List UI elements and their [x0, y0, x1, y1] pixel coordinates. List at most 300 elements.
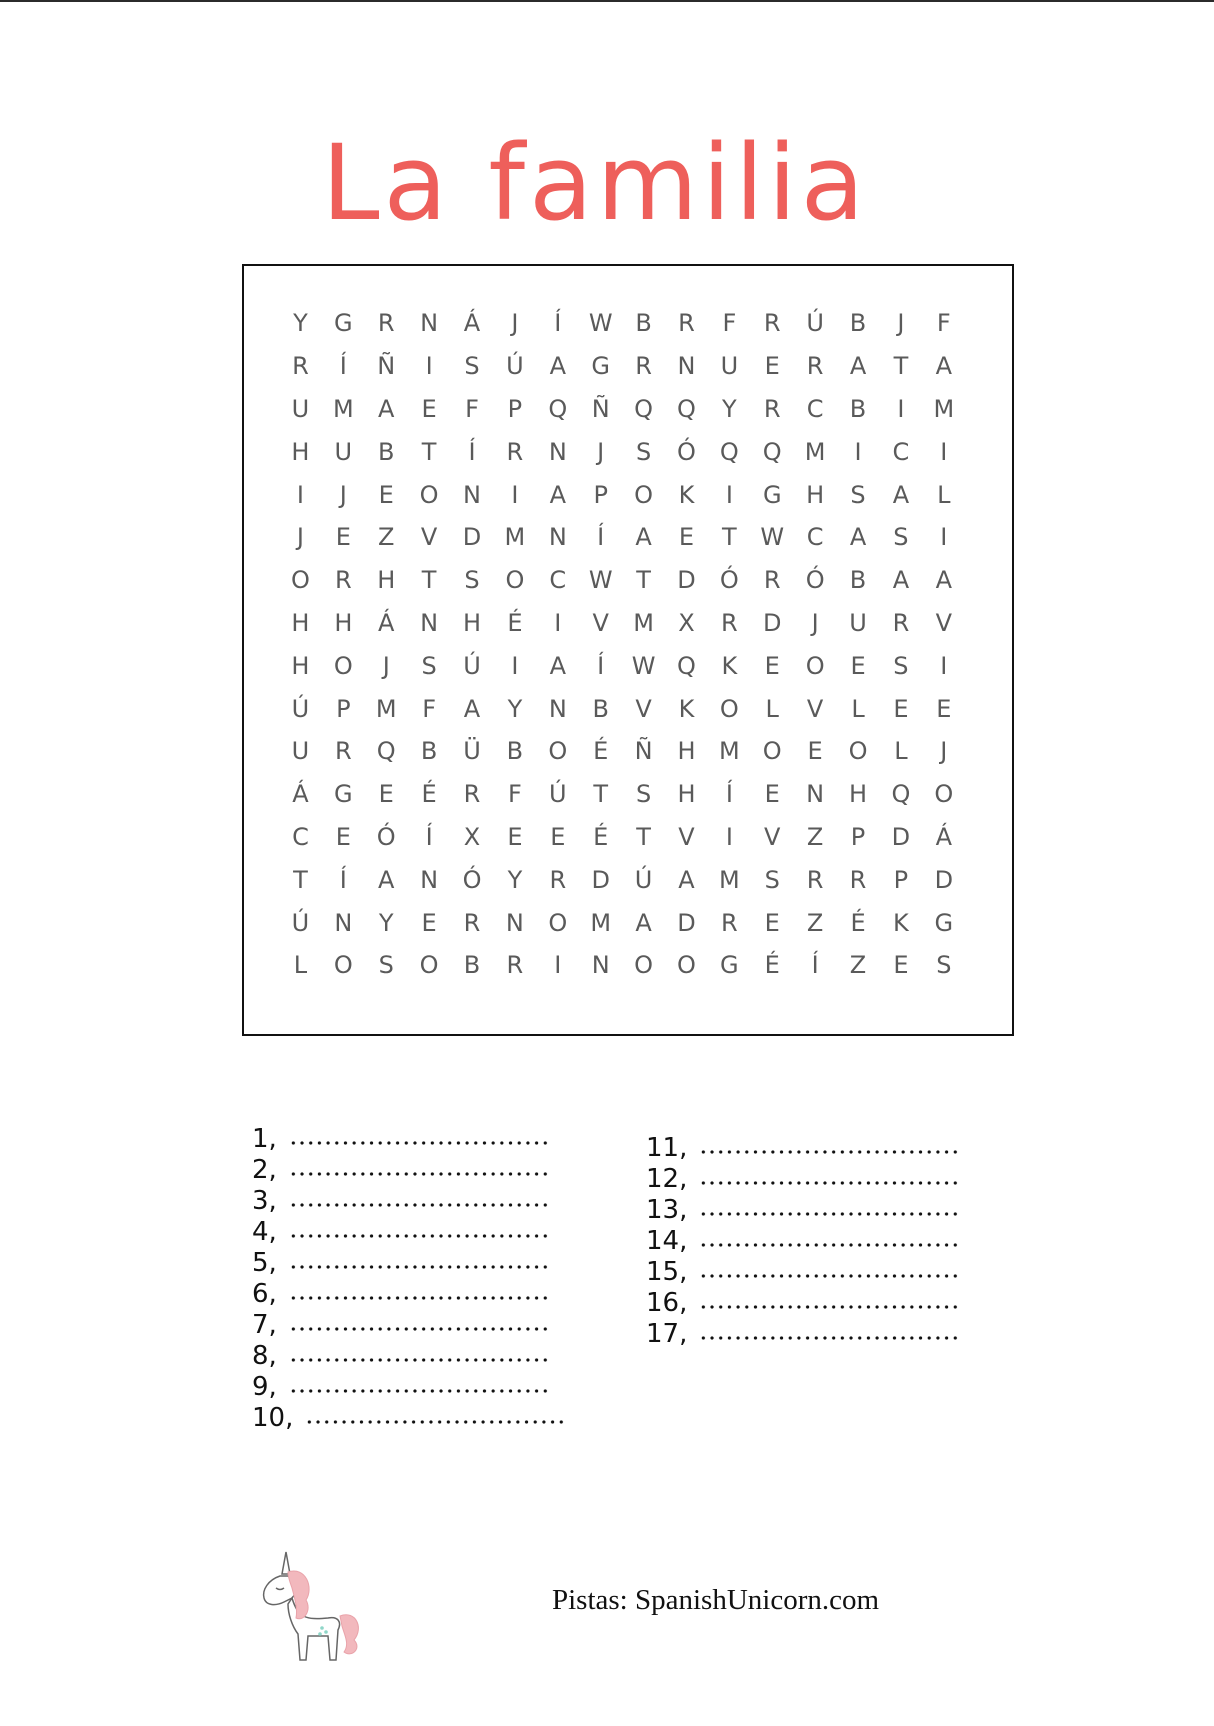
grid-cell: Í [811, 951, 819, 980]
grid-cell: H [677, 780, 696, 809]
grid-cell: J [597, 437, 605, 466]
grid-cell: Á [292, 780, 309, 809]
answer-line [646, 1257, 961, 1288]
grid-cell: V [806, 694, 824, 723]
answer-number: 4, [252, 1217, 277, 1247]
grid-cell: C [292, 822, 309, 851]
grid-cell: A [549, 651, 566, 680]
grid-cell: Q [548, 394, 568, 423]
answer-number: 7, [252, 1310, 277, 1340]
grid-cell: Q [376, 737, 396, 766]
grid-cell: N [548, 437, 567, 466]
grid-cell: D [763, 608, 782, 637]
grid-cell: D [891, 822, 911, 851]
answer-line [252, 1124, 567, 1155]
grid-cell: O [719, 694, 739, 723]
grid-cell: I [511, 480, 519, 509]
grid-cell: É [850, 908, 866, 937]
grid-cell: M [718, 737, 740, 766]
grid-cell: G [934, 908, 954, 937]
grid-cell: N [548, 523, 567, 552]
grid-cell: O [634, 951, 654, 980]
page-title: La familia [321, 121, 869, 244]
answer-number: 15, [646, 1257, 688, 1287]
grid-cell: U [291, 737, 310, 766]
answer-line [252, 1372, 567, 1403]
grid-cell: C [892, 437, 910, 466]
grid-cell: B [849, 566, 867, 595]
grid-cell: N [806, 780, 825, 809]
answer-line [646, 1133, 961, 1164]
grid-cell: D [591, 865, 610, 894]
grid-cell: Í [725, 780, 733, 809]
grid-cell: E [764, 780, 780, 809]
grid-cell: O [291, 566, 310, 595]
grid-cell: F [722, 309, 737, 338]
grid-cell: T [421, 566, 437, 595]
grid-cell: H [291, 608, 310, 637]
grid-cell: E [850, 651, 866, 680]
grid-cell: W [631, 651, 656, 680]
answer-line [252, 1310, 567, 1341]
answer-line [646, 1288, 961, 1319]
answer-line [646, 1164, 961, 1195]
grid-cell: O [677, 951, 696, 980]
grid-cell: C [806, 394, 824, 423]
grid-cell: W [588, 566, 613, 595]
grid-cell: S [936, 951, 952, 980]
grid-cell: U [849, 608, 867, 637]
grid-cell: R [506, 437, 524, 466]
answer-blank [289, 1296, 551, 1300]
grid-cell: M [804, 437, 826, 466]
grid-cell: O [505, 566, 525, 595]
grid-cell: Ñ [377, 352, 396, 381]
grid-cell: G [334, 309, 353, 338]
grid-cell: P [336, 694, 351, 723]
answer-number: 8, [252, 1341, 277, 1371]
grid-cell: O [419, 480, 439, 509]
grid-cell: O [333, 951, 353, 980]
grid-cell: R [506, 951, 524, 980]
grid-cell: É [507, 608, 523, 637]
grid-cell: J [511, 309, 519, 338]
grid-cell: É [421, 780, 437, 809]
answer-blank [289, 1172, 551, 1176]
grid-cell: U [334, 437, 353, 466]
grid-cell: N [677, 352, 696, 381]
grid-cell: D [677, 908, 696, 937]
grid-cell: L [293, 951, 308, 980]
grid-cell: B [635, 309, 652, 338]
grid-cell: E [893, 951, 909, 980]
grid-cell: S [378, 951, 394, 980]
answer-number: 1, [252, 1124, 277, 1154]
answer-blank [305, 1420, 567, 1424]
grid-cell: I [425, 352, 433, 381]
grid-cell: S [850, 480, 866, 509]
grid-cell: Á [935, 822, 953, 851]
grid-cell: I [296, 480, 304, 509]
grid-cell: E [421, 394, 437, 423]
grid-cell: Í [597, 523, 605, 552]
grid-cell: O [848, 737, 868, 766]
grid-cell: E [764, 908, 780, 937]
grid-cell: A [463, 694, 481, 723]
grid-cell: N [420, 608, 439, 637]
grid-cell: Í [597, 651, 605, 680]
grid-cell: N [463, 480, 481, 509]
grid-cell: U [291, 394, 310, 423]
grid-cell: Y [507, 865, 523, 894]
grid-cell: Z [806, 822, 824, 851]
grid-cell: N [420, 865, 439, 894]
grid-cell: K [678, 694, 695, 723]
grid-cell: L [765, 694, 779, 723]
grid-cell: V [935, 608, 953, 637]
grid-cell: P [507, 394, 523, 423]
grid-cell: U [720, 352, 739, 381]
answer-blank [699, 1274, 961, 1278]
grid-cell: M [332, 394, 354, 423]
grid-cell: B [849, 394, 867, 423]
grid-cell: J [897, 309, 905, 338]
grid-cell: A [849, 352, 867, 381]
grid-cell: I [554, 608, 562, 637]
grid-cell: H [334, 608, 353, 637]
grid-cell: V [764, 822, 781, 851]
grid-cell: Í [339, 865, 347, 894]
grid-cell: T [722, 523, 737, 552]
grid-cell: N [548, 694, 567, 723]
grid-cell: H [806, 480, 825, 509]
grid-cell: D [934, 865, 954, 894]
grid-cell: T [593, 780, 609, 809]
grid-cell: A [892, 480, 910, 509]
grid-cell: Q [891, 780, 911, 809]
grid-cell: Á [378, 608, 395, 637]
grid-cell: T [421, 437, 437, 466]
grid-cell: R [721, 608, 738, 637]
grid-cell: S [635, 780, 652, 809]
grid-cell: E [507, 822, 523, 851]
grid-cell: T [293, 865, 308, 894]
grid-cell: O [548, 908, 568, 937]
grid-cell: T [636, 566, 651, 595]
grid-cell: Q [719, 437, 739, 466]
answer-line [252, 1186, 567, 1217]
grid-cell: M [933, 394, 955, 423]
answer-blank [699, 1305, 961, 1309]
grid-cell: G [762, 480, 782, 509]
grid-cell: E [936, 694, 952, 723]
grid-cell: P [893, 865, 909, 894]
grid-cell: A [849, 523, 867, 552]
grid-cell: I [554, 951, 562, 980]
grid-cell: A [892, 566, 910, 595]
grid-cell: R [721, 908, 738, 937]
grid-cell: S [464, 566, 480, 595]
answer-number: 16, [646, 1288, 688, 1318]
grid-cell: Ú [549, 780, 567, 809]
grid-cell: H [677, 737, 696, 766]
grid-cell: E [550, 822, 566, 851]
grid-cell: S [893, 523, 909, 552]
grid-cell: F [465, 394, 479, 423]
grid-cell: G [720, 951, 739, 980]
hints-credit: Pistas: SpanishUnicorn.com [552, 1584, 880, 1616]
answer-line [252, 1248, 567, 1279]
answer-number: 5, [252, 1248, 277, 1278]
grid-cell: S [893, 651, 909, 680]
grid-cell: B [463, 951, 481, 980]
grid-cell: I [940, 437, 948, 466]
grid-cell: D [462, 523, 482, 552]
grid-cell: S [421, 651, 437, 680]
answer-line [252, 1155, 567, 1186]
grid-cell: L [937, 480, 951, 509]
answer-blank [699, 1212, 961, 1216]
grid-cell: Ó [677, 437, 696, 466]
grid-cell: E [807, 737, 823, 766]
answer-blank [699, 1181, 961, 1185]
grid-cell: A [378, 394, 395, 423]
grid-cell: E [764, 352, 780, 381]
grid-cell: B [849, 309, 867, 338]
grid-cell: L [894, 737, 908, 766]
grid-cell: Ú [291, 908, 310, 937]
grid-cell: I [511, 651, 519, 680]
grid-cell: Ó [805, 566, 825, 595]
answer-blank [289, 1389, 551, 1393]
grid-cell: K [678, 480, 695, 509]
answer-blank [289, 1327, 551, 1331]
grid-cell: M [590, 908, 612, 937]
answer-number: 6, [252, 1279, 277, 1309]
grid-cell: S [464, 352, 480, 381]
grid-cell: Ú [634, 865, 653, 894]
grid-cell: Y [507, 694, 523, 723]
grid-cell: J [339, 480, 347, 509]
answer-number: 9, [252, 1372, 277, 1402]
grid-cell: O [805, 651, 825, 680]
answer-blank [289, 1203, 551, 1207]
grid-cell: O [419, 951, 439, 980]
grid-cell: Q [634, 394, 654, 423]
grid-cell: I [725, 480, 733, 509]
grid-cell: H [291, 651, 310, 680]
answer-number: 2, [252, 1155, 277, 1185]
grid-cell: W [760, 523, 785, 552]
answer-blank [289, 1234, 551, 1238]
grid-cell: B [420, 737, 438, 766]
grid-cell: B [506, 737, 524, 766]
answer-line [252, 1279, 567, 1310]
grid-cell: A [378, 865, 395, 894]
grid-cell: E [764, 651, 780, 680]
grid-cell: É [593, 822, 609, 851]
grid-cell: R [763, 566, 781, 595]
answer-number: 10, [252, 1403, 294, 1433]
grid-cell: I [940, 651, 948, 680]
grid-cell: K [893, 908, 909, 937]
answer-number: 17, [646, 1319, 688, 1349]
grid-cell: Ü [463, 737, 481, 766]
grid-cell: M [375, 694, 397, 723]
grid-cell: M [633, 608, 654, 637]
grid-cell: Q [677, 394, 696, 423]
grid-cell: B [592, 694, 609, 723]
grid-cell: O [634, 480, 654, 509]
word-search-grid [279, 302, 965, 987]
grid-cell: H [377, 566, 396, 595]
grid-cell: G [334, 780, 353, 809]
top-rule [0, 0, 1214, 2]
grid-cell: E [378, 780, 394, 809]
grid-cell: F [422, 694, 437, 723]
grid-cell: R [549, 865, 567, 894]
grid-cell: J [382, 651, 390, 680]
grid-cell: R [806, 352, 824, 381]
grid-cell: Z [378, 523, 395, 552]
grid-cell: W [588, 309, 613, 338]
grid-cell: Í [554, 309, 562, 338]
grid-cell: J [296, 523, 304, 552]
grid-cell: J [811, 608, 819, 637]
answer-number: 13, [646, 1195, 688, 1225]
grid-cell: Ó [719, 566, 739, 595]
grid-cell: I [940, 523, 948, 552]
grid-cell: X [463, 822, 481, 851]
answer-line [252, 1403, 567, 1434]
grid-cell: Y [378, 908, 394, 937]
grid-cell: B [377, 437, 395, 466]
grid-cell: T [893, 352, 909, 381]
grid-cell: E [335, 523, 351, 552]
grid-cell: R [763, 309, 781, 338]
grid-cell: H [462, 608, 482, 637]
grid-cell: R [377, 309, 395, 338]
grid-cell: O [934, 780, 954, 809]
grid-cell: I [725, 822, 733, 851]
grid-cell: A [935, 352, 953, 381]
grid-cell: C [806, 523, 824, 552]
grid-cell: A [935, 566, 953, 595]
grid-cell: K [721, 651, 738, 680]
grid-cell: R [463, 908, 481, 937]
grid-cell: V [592, 608, 609, 637]
grid-cell: S [764, 865, 780, 894]
grid-cell: T [636, 822, 651, 851]
grid-cell: Z [806, 908, 824, 937]
answer-list-right [646, 1133, 961, 1350]
grid-cell: E [421, 908, 437, 937]
grid-cell: P [593, 480, 608, 509]
answer-blank [699, 1243, 961, 1247]
grid-cell: P [850, 822, 866, 851]
grid-cell: N [334, 908, 353, 937]
grid-cell: Ú [291, 694, 310, 723]
grid-cell: A [635, 523, 652, 552]
answer-number: 12, [646, 1164, 688, 1194]
grid-cell: N [505, 908, 524, 937]
grid-cell: R [806, 865, 824, 894]
grid-cell: F [507, 780, 522, 809]
grid-cell: N [420, 309, 439, 338]
grid-cell: X [678, 608, 695, 637]
answer-blank [289, 1358, 551, 1362]
grid-cell: V [635, 694, 652, 723]
grid-cell: Ó [462, 865, 482, 894]
grid-cell: A [549, 480, 566, 509]
grid-cell: Ú [806, 309, 824, 338]
grid-cell: R [849, 865, 867, 894]
grid-cell: H [291, 437, 310, 466]
grid-cell: E [335, 822, 351, 851]
grid-cell: Q [762, 437, 782, 466]
answer-line [252, 1341, 567, 1372]
grid-cell: V [420, 523, 438, 552]
grid-cell: E [678, 523, 695, 552]
grid-cell: R [892, 608, 910, 637]
grid-cell: Ñ [634, 737, 653, 766]
grid-cell: Y [722, 394, 737, 423]
grid-cell: R [463, 780, 481, 809]
grid-cell: F [936, 309, 951, 338]
grid-cell: R [763, 394, 781, 423]
grid-cell: Ñ [591, 394, 610, 423]
answer-blank [289, 1141, 551, 1145]
grid-cell: N [591, 951, 610, 980]
answer-blank [289, 1265, 551, 1269]
grid-cell: R [678, 309, 695, 338]
grid-cell: G [591, 352, 610, 381]
grid-cell: Í [339, 352, 347, 381]
grid-cell: V [678, 822, 695, 851]
grid-cell: R [292, 352, 309, 381]
grid-cell: O [333, 651, 353, 680]
answer-line [252, 1217, 567, 1248]
answer-number: 11, [646, 1133, 688, 1163]
grid-cell: L [851, 694, 865, 723]
grid-cell: Ú [506, 352, 524, 381]
grid-cell: Í [425, 822, 433, 851]
unicorn-icon [258, 1548, 368, 1668]
grid-cell: Ó [376, 822, 396, 851]
answer-number: 14, [646, 1226, 688, 1256]
grid-cell: E [893, 694, 909, 723]
answer-line [646, 1226, 961, 1257]
grid-cell: M [504, 523, 526, 552]
grid-cell: Z [849, 951, 867, 980]
grid-cell: Ú [463, 651, 481, 680]
grid-cell: É [593, 737, 609, 766]
grid-cell: A [678, 865, 695, 894]
grid-cell: É [764, 951, 780, 980]
grid-cell: E [378, 480, 394, 509]
grid-cell: A [549, 352, 566, 381]
grid-cell: Í [468, 437, 476, 466]
grid-cell: I [854, 437, 862, 466]
answer-blank [699, 1150, 961, 1154]
grid-cell: S [635, 437, 652, 466]
grid-cell: R [334, 566, 352, 595]
grid-cell: Q [677, 651, 696, 680]
answer-blank [699, 1336, 961, 1340]
grid-cell: A [635, 908, 652, 937]
grid-cell: R [635, 352, 652, 381]
grid-cell: R [334, 737, 352, 766]
